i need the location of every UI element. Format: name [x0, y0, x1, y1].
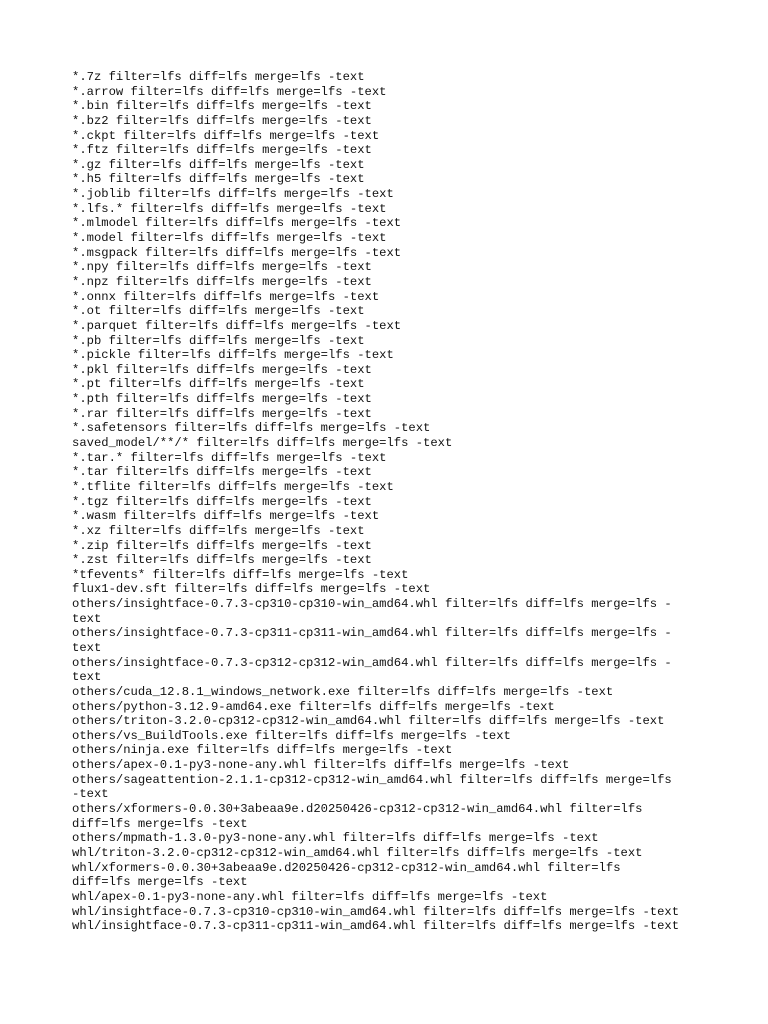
- text-line: others/cuda_12.8.1_windows_network.exe filter=lfs diff=lfs merge=lfs -text: [72, 684, 614, 699]
- text-line: *.onnx filter=lfs diff=lfs merge=lfs -text: [72, 289, 380, 304]
- text-line: others/vs_BuildTools.exe filter=lfs diff=lfs merge=lfs -text: [72, 728, 511, 743]
- text-line: others/ninja.exe filter=lfs diff=lfs merge=lfs -text: [72, 743, 453, 758]
- text-line: flux1-dev.sft filter=lfs diff=lfs merge=lfs -text: [72, 582, 431, 597]
- text-line: whl/xformers-0.0.30+3abeaa9e.d20250426-cp312-cp312-win_amd64.whl filter=lfs: [72, 860, 621, 875]
- text-line: *.ot filter=lfs diff=lfs merge=lfs -text: [72, 304, 365, 319]
- text-line: *.npy filter=lfs diff=lfs merge=lfs -text: [72, 260, 372, 275]
- text-line: diff=lfs merge=lfs -text: [72, 816, 248, 831]
- text-line: *.pt filter=lfs diff=lfs merge=lfs -text: [72, 377, 365, 392]
- text-line: *.npz filter=lfs diff=lfs merge=lfs -text: [72, 274, 372, 289]
- text-line: others/insightface-0.7.3-cp312-cp312-win_amd64.whl filter=lfs diff=lfs merge=lfs -: [72, 655, 672, 670]
- text-line: *.tar.* filter=lfs diff=lfs merge=lfs -text: [72, 450, 387, 465]
- text-line: *.tar filter=lfs diff=lfs merge=lfs -text: [72, 465, 372, 480]
- text-line: *.pb filter=lfs diff=lfs merge=lfs -text: [72, 333, 365, 348]
- text-line: *.gz filter=lfs diff=lfs merge=lfs -text: [72, 157, 365, 172]
- document-page: [72, 70, 712, 934]
- text-line: saved_model/**/* filter=lfs diff=lfs merge=lfs -text: [72, 436, 453, 451]
- text-line: *.safetensors filter=lfs diff=lfs merge=lfs -text: [72, 421, 431, 436]
- text-line: text: [72, 640, 102, 655]
- text-line: *.7z filter=lfs diff=lfs merge=lfs -text: [72, 70, 365, 84]
- text-line: *.wasm filter=lfs diff=lfs merge=lfs -text: [72, 509, 380, 524]
- text-line: whl/triton-3.2.0-cp312-cp312-win_amd64.whl filter=lfs diff=lfs merge=lfs -text: [72, 845, 643, 860]
- text-line: others/sageattention-2.1.1-cp312-cp312-win_amd64.whl filter=lfs diff=lfs merge=lfs: [72, 772, 672, 787]
- text-line: *.pth filter=lfs diff=lfs merge=lfs -text: [72, 392, 372, 407]
- text-line: *.zst filter=lfs diff=lfs merge=lfs -text: [72, 553, 372, 568]
- text-line: *.h5 filter=lfs diff=lfs merge=lfs -text: [72, 172, 365, 187]
- text-line: others/insightface-0.7.3-cp311-cp311-win_amd64.whl filter=lfs diff=lfs merge=lfs -: [72, 626, 672, 641]
- text-line: *tfevents* filter=lfs diff=lfs merge=lfs -text: [72, 567, 409, 582]
- text-line: *.pkl filter=lfs diff=lfs merge=lfs -text: [72, 362, 372, 377]
- text-line: *.parquet filter=lfs diff=lfs merge=lfs -text: [72, 318, 402, 333]
- text-line: *.zip filter=lfs diff=lfs merge=lfs -text: [72, 538, 372, 553]
- text-line: whl/apex-0.1-py3-none-any.whl filter=lfs diff=lfs merge=lfs -text: [72, 889, 548, 904]
- text-line: others/python-3.12.9-amd64.exe filter=lfs diff=lfs merge=lfs -text: [72, 699, 555, 714]
- text-line: *.xz filter=lfs diff=lfs merge=lfs -text: [72, 523, 365, 538]
- text-line: *.bin filter=lfs diff=lfs merge=lfs -text: [72, 99, 372, 114]
- text-line: *.ckpt filter=lfs diff=lfs merge=lfs -text: [72, 128, 380, 143]
- text-line: *.pickle filter=lfs diff=lfs merge=lfs -text: [72, 348, 394, 363]
- text-line: *.rar filter=lfs diff=lfs merge=lfs -text: [72, 406, 372, 421]
- text-line: text: [72, 611, 102, 626]
- text-line: -text: [72, 787, 109, 802]
- text-line: whl/insightface-0.7.3-cp311-cp311-win_amd64.whl filter=lfs diff=lfs merge=lfs -text: [72, 919, 680, 934]
- text-line: *.tgz filter=lfs diff=lfs merge=lfs -text: [72, 494, 372, 509]
- text-line: *.bz2 filter=lfs diff=lfs merge=lfs -text: [72, 113, 372, 128]
- text-line: others/xformers-0.0.30+3abeaa9e.d20250426-cp312-cp312-win_amd64.whl filter=lfs: [72, 802, 643, 817]
- text-line: whl/insightface-0.7.3-cp310-cp310-win_amd64.whl filter=lfs diff=lfs merge=lfs -text: [72, 904, 680, 919]
- text-line: others/triton-3.2.0-cp312-cp312-win_amd64.whl filter=lfs diff=lfs merge=lfs -text: [72, 714, 665, 729]
- text-line: *.tflite filter=lfs diff=lfs merge=lfs -text: [72, 479, 394, 494]
- text-line: others/insightface-0.7.3-cp310-cp310-win_amd64.whl filter=lfs diff=lfs merge=lfs -: [72, 597, 672, 612]
- text-line: *.mlmodel filter=lfs diff=lfs merge=lfs -text: [72, 216, 402, 231]
- text-line: *.arrow filter=lfs diff=lfs merge=lfs -text: [72, 84, 387, 99]
- text-line: others/apex-0.1-py3-none-any.whl filter=lfs diff=lfs merge=lfs -text: [72, 758, 570, 773]
- text-line: diff=lfs merge=lfs -text: [72, 875, 248, 890]
- text-line: others/mpmath-1.3.0-py3-none-any.whl filter=lfs diff=lfs merge=lfs -text: [72, 831, 599, 846]
- text-line: *.model filter=lfs diff=lfs merge=lfs -text: [72, 231, 387, 246]
- text-line: *.msgpack filter=lfs diff=lfs merge=lfs -text: [72, 245, 402, 260]
- text-line: *.joblib filter=lfs diff=lfs merge=lfs -text: [72, 187, 394, 202]
- text-line: text: [72, 670, 102, 685]
- text-line: *.ftz filter=lfs diff=lfs merge=lfs -text: [72, 143, 372, 158]
- text-line: *.lfs.* filter=lfs diff=lfs merge=lfs -text: [72, 201, 387, 216]
